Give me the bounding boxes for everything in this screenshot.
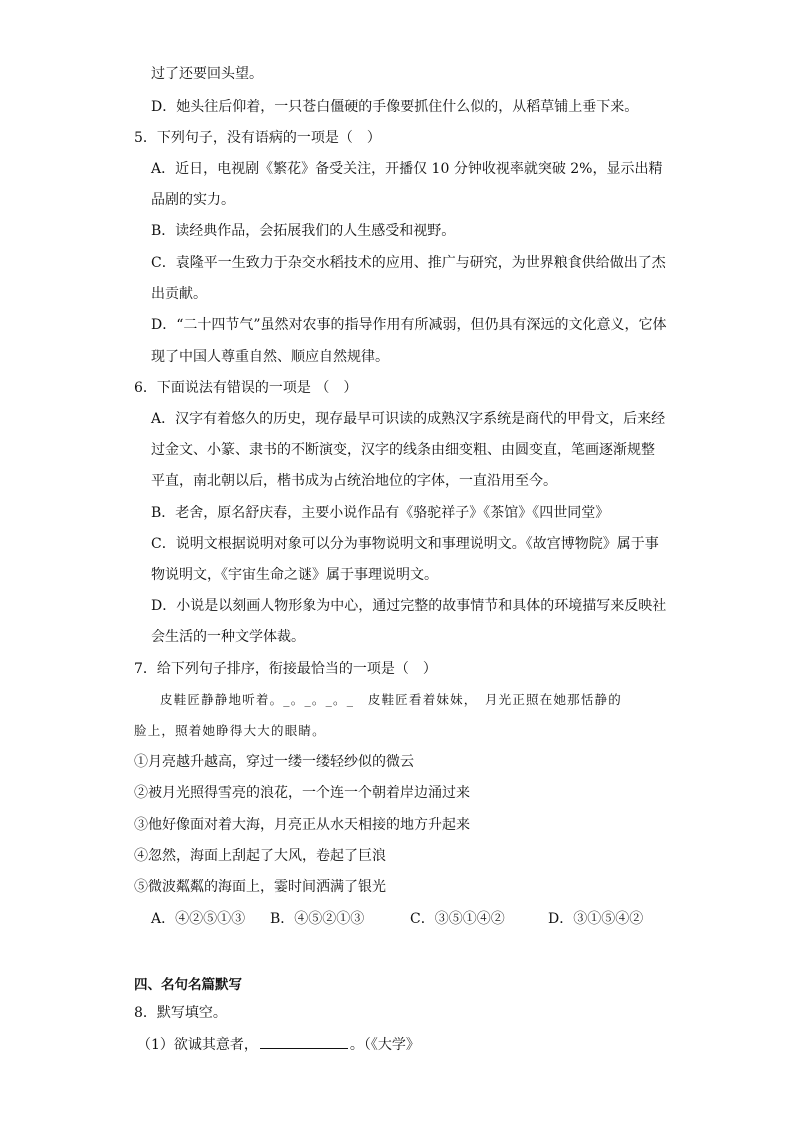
q5-option-d-line2: 现了中国人尊重自然、顺应自然规律。	[151, 349, 389, 365]
q5-option-a-line2: 品剧的实力。	[151, 192, 235, 208]
q6-stem: 6．下面说法有错误的一项是 （ ）	[134, 380, 358, 396]
q8-item-1	[137, 1034, 420, 1055]
q8-stem: 8．默写填空。	[134, 1005, 227, 1021]
q6-option-c-line1: C．说明文根据说明对象可以分为事物说明文和事理说明文。《故宫博物院》属于事	[151, 536, 659, 552]
q6-option-a-line1: A．汉字有着悠久的历史，现存最早可识读的成熟汉字系统是商代的甲骨文，后来经	[151, 411, 666, 427]
q6-option-a-line3: 平直，南北朝以后，楷书成为占统治地位的字体，一直沿用至今。	[151, 473, 557, 489]
q7-option-b: B．④⑤②①③	[270, 911, 365, 927]
q5-option-c-line1: C．袁隆平一生致力于杂交水稻技术的应用、推广与研究，为世界粮食供给做出了杰	[151, 255, 666, 271]
q7-option-a: A．④②⑤①③	[151, 911, 246, 927]
q7-option-d: D．③①⑤④②	[548, 911, 644, 927]
q6-option-d-line1: D．小说是以刻画人物形象为中心，通过完整的故事情节和具体的环境描写来反映社	[151, 598, 667, 614]
q7-stem: 7．给下列句子排序，衔接最恰当的一项是（ ）	[134, 661, 437, 677]
q5-option-a-line1: A．近日，电视剧《繁花》备受关注，开播仅 10 分钟收视率就突破 2%，显示出精	[151, 161, 663, 177]
fill-in-blank[interactable]	[260, 1034, 348, 1049]
q8-item-1-prefix: （1）欲诚其意者，	[137, 1037, 258, 1053]
q6-option-c-line2: 物说明文，《宇宙生命之谜》属于事理说明文。	[151, 567, 438, 583]
q4-option-d: D．她头往后仰着，一只苍白僵硬的手像要抓住什么似的，从稻草铺上垂下来。	[151, 99, 639, 115]
q6-option-b: B．老舍，原名舒庆春，主要小说作品有《骆驼祥子》《茶馆》《四世同堂》	[151, 505, 610, 521]
q7-sentence-5: ⑤微波粼粼的海面上，霎时间洒满了银光	[134, 879, 386, 895]
q6-option-a-line2: 过金文、小篆、隶书的不断演变，汉字的线条由细变粗、由圆变直，笔画逐渐规整	[151, 442, 655, 458]
q7-passage-line2: 脸上，照着她睁得大大的眼睛。	[134, 723, 326, 738]
q5-stem: 5．下列句子，没有语病的一项是（ ）	[134, 130, 381, 146]
section-heading: 四、名句名篇默写	[134, 977, 242, 993]
q4-text-tail: 过了还要回头望。	[151, 66, 263, 82]
q7-sentence-3: ③他好像面对着大海，月亮正从水天相接的地方升起来	[134, 817, 470, 833]
q7-sentence-1: ①月亮越升越高，穿过一缕一缕轻纱似的微云	[134, 754, 414, 770]
q7-sentence-4: ④忽然，海面上刮起了大风，卷起了巨浪	[134, 848, 386, 864]
q5-option-b: B．读经典作品，会拓展我们的人生感受和视野。	[151, 223, 456, 239]
q7-sentence-2: ②被月光照得雪亮的浪花，一个连一个朝着岸边涌过来	[134, 785, 470, 801]
q7-passage-line1: 皮鞋匠静静地听着。_。_。_。_ 皮鞋匠看着妹妹， 月光正照在她那恬静的	[160, 692, 622, 707]
q6-option-d-line2: 会生活的一种文学体裁。	[151, 629, 305, 645]
q8-item-1-suffix: 。（《大学》	[349, 1037, 420, 1053]
q5-option-d-line1: D．“二十四节气”虽然对农事的指导作用有所减弱，但仍具有深远的文化意义，它体	[151, 317, 667, 333]
q7-option-c: C．③⑤①④②	[410, 911, 505, 927]
q5-option-c-line2: 出贡献。	[151, 286, 207, 302]
